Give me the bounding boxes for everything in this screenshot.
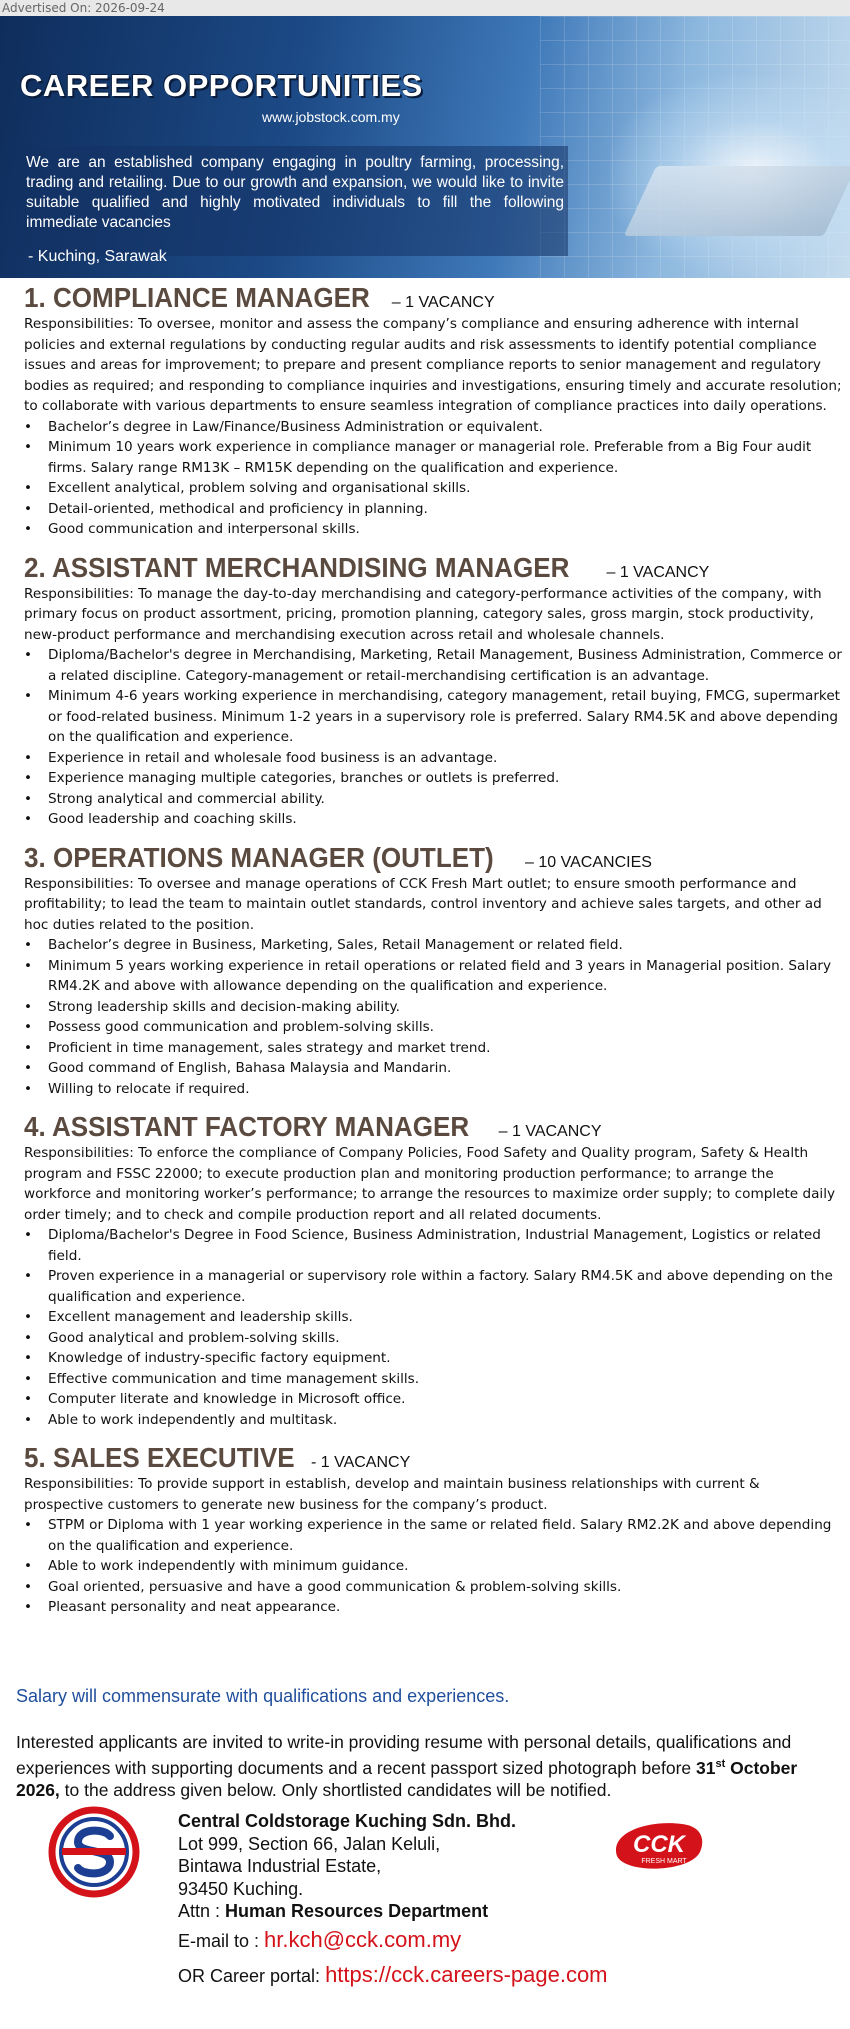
attention-line bbox=[178, 1900, 516, 1923]
career-portal-label: OR Career portal: bbox=[178, 1966, 326, 1986]
deadline-suffix: st bbox=[715, 1758, 726, 1770]
job-section bbox=[24, 1111, 842, 1430]
job-title: 3. OPERATIONS MANAGER (OUTLET) bbox=[24, 841, 494, 873]
job-vacancy-count: - 1 VACANCY bbox=[310, 1454, 411, 1471]
salary-note: Salary will commensurate with qualifications and experiences. bbox=[16, 1686, 510, 1706]
requirement-item: • Goal oriented, persuasive and have a good communication & problem-solving skills. bbox=[24, 1577, 842, 1598]
banner-title: CAREER OPPORTUNITIES bbox=[20, 68, 423, 103]
job-responsibilities: Responsibilities: To oversee and manage operations of CCK Fresh Mart outlet; to ensure smooth performance and profitability; to lead the team to maintain outlet standards, control inventory and achieve sales targets, and other ad hoc duties related to the position. bbox=[24, 875, 822, 933]
requirement-item: • Detail-oriented, methodical and proficiency in planning. bbox=[24, 499, 842, 520]
job-heading bbox=[24, 282, 842, 314]
banner-website[interactable]: www.jobstock.com.my bbox=[262, 109, 400, 125]
requirement-item: • Excellent analytical, problem solving and organisational skills. bbox=[24, 478, 842, 499]
requirement-item: • Good command of English, Bahasa Malaysia and Mandarin. bbox=[24, 1058, 842, 1079]
job-vacancy-count: – 10 VACANCIES bbox=[525, 853, 652, 871]
email-label: E-mail to : bbox=[178, 1931, 265, 1951]
job-title: 4. ASSISTANT FACTORY MANAGER bbox=[24, 1111, 470, 1142]
job-requirements-list bbox=[24, 1225, 842, 1430]
job-requirements-list bbox=[24, 417, 842, 540]
job-heading bbox=[24, 552, 842, 584]
job-responsibilities: Responsibilities: To provide support in establish, develop and maintain business relationships with current & prospective customers to generate new business for the company’s product. bbox=[24, 1476, 760, 1513]
requirement-item: • Proficient in time management, sales strategy and market trend. bbox=[24, 1038, 842, 1059]
banner-location: - Kuching, Sarawak bbox=[28, 248, 167, 265]
top-bar bbox=[0, 0, 850, 16]
job-heading bbox=[24, 1111, 842, 1143]
address-line-1: Lot 999, Section 66, Jalan Keluli, bbox=[178, 1833, 441, 1854]
apply-text-after: to the address given below. Only shortlisted candidates will be notified. bbox=[59, 1779, 612, 1800]
requirement-item: • Diploma/Bachelor's Degree in Food Science, Business Administration, Industrial Management, Logistics or related field. bbox=[24, 1225, 842, 1266]
job-listings bbox=[24, 282, 842, 1630]
svg-text:CCK: CCK bbox=[633, 1831, 685, 1858]
requirement-item: • Knowledge of industry-specific factory equipment. bbox=[24, 1348, 842, 1369]
job-title: 2. ASSISTANT MERCHANDISING MANAGER bbox=[24, 551, 570, 583]
job-requirements-list bbox=[24, 935, 842, 1099]
job-section bbox=[24, 1442, 842, 1618]
requirement-item: • Strong leadership skills and decision-making ability. bbox=[24, 997, 842, 1018]
requirement-item: • Able to work independently and multitask. bbox=[24, 1410, 842, 1431]
requirement-item: • Experience in retail and wholesale food business is an advantage. bbox=[24, 748, 842, 769]
job-responsibilities: Responsibilities: To enforce the compliance of Company Policies, Food Safety and Quality program, Safety & Health program and FSSC 22000; to execute production plan and monitoring production performance; to arrange the workforce and monitoring worker’s performance; to arrange the resources to maximize order supply; to complete daily order timely; and to check and compile production report and all related documents. bbox=[24, 1145, 836, 1223]
requirement-item: • Strong analytical and commercial ability. bbox=[24, 789, 842, 810]
requirement-item: • Good communication and interpersonal skills. bbox=[24, 519, 842, 540]
header-banner bbox=[0, 16, 850, 278]
company-address-block bbox=[178, 1810, 516, 1923]
requirement-item: • Good leadership and coaching skills. bbox=[24, 809, 842, 830]
requirement-item: • Minimum 4-6 years working experience in merchandising, category management, retail buying, FMCG, supermarket or food-related business. Minimum 1-2 years in a supervisory role is preferred. Salary RM4.5K and above depending on the qualification and experience. bbox=[24, 686, 842, 748]
job-heading bbox=[24, 1442, 842, 1474]
job-heading bbox=[24, 842, 842, 874]
job-section bbox=[24, 282, 842, 540]
company-name: Central Coldstorage Kuching Sdn. Bhd. bbox=[178, 1811, 517, 1831]
requirement-item: • Bachelor’s degree in Law/Finance/Business Administration or equivalent. bbox=[24, 417, 842, 438]
laptop-image bbox=[624, 166, 850, 236]
address-line-3: 93450 Kuching. bbox=[178, 1878, 304, 1899]
requirement-item: • Computer literate and knowledge in Microsoft office. bbox=[24, 1389, 842, 1410]
requirement-item: • Good analytical and problem-solving skills. bbox=[24, 1328, 842, 1349]
requirement-item: • Diploma/Bachelor's degree in Merchandising, Marketing, Retail Management, Business Administration, Commerce or a related discipline. Category-management or retail-merchandising certification is an advantage. bbox=[24, 645, 842, 686]
requirement-item: • Experience managing multiple categories, branches or outlets is preferred. bbox=[24, 768, 842, 789]
address-line-2: Bintawa Industrial Estate, bbox=[178, 1856, 382, 1876]
job-section bbox=[24, 842, 842, 1100]
advertised-date: Advertised On: 2026-09-24 bbox=[2, 1, 165, 15]
requirement-item: • Possess good communication and problem-solving skills. bbox=[24, 1017, 842, 1038]
requirement-item: • Able to work independently with minimum guidance. bbox=[24, 1556, 842, 1577]
requirement-item: • Excellent management and leadership skills. bbox=[24, 1307, 842, 1328]
banner-intro-text: We are an established company engaging in poultry farming, processing, trading and retailing. Due to our growth and expansion, we would like to invite suitable qualified and highly motivated individuals to fill the following immediate vacancies bbox=[26, 154, 564, 231]
requirement-item: • Bachelor’s degree in Business, Marketing, Sales, Retail Management or related field. bbox=[24, 935, 842, 956]
deadline-rest: October 2026, bbox=[16, 1757, 798, 1800]
job-title: 5. SALES EXECUTIVE bbox=[24, 1442, 295, 1473]
requirement-item: • Willing to relocate if required. bbox=[24, 1079, 842, 1100]
job-section bbox=[24, 552, 842, 830]
svg-text:FRESH MART: FRESH MART bbox=[641, 1858, 687, 1865]
job-responsibilities: Responsibilities: To oversee, monitor and assess the company’s compliance and ensuring adherence with internal policies and external regulations by conducting regular audits and risk assessments to identify potential compliance issues and areas for improvement; to prepare and present compliance reports to senior management and regulatory bodies as required; and responding to compliance inquiries and investigations, ensuring timely and accurate resolution; to collaborate with various departments to ensure seamless integration of compliance practices into daily operations. bbox=[24, 316, 842, 414]
requirement-item: • Minimum 5 years working experience in retail operations or related field and 3 years in Managerial position. Salary RM4.2K and above with allowance depending on the qualification and experience. bbox=[24, 956, 842, 997]
requirement-item: • Pleasant personality and neat appearance. bbox=[24, 1597, 842, 1618]
email-line bbox=[178, 1927, 461, 1953]
job-title: 1. COMPLIANCE MANAGER bbox=[24, 282, 370, 313]
job-responsibilities: Responsibilities: To manage the day-to-day merchandising and category-performance activities of the company, with primary focus on product assortment, pricing, promotion planning, category sales, gross margin, stock productivity, new-product performance and merchandising execution across retail and wholesale channels. bbox=[24, 585, 822, 643]
job-vacancy-count: – 1 VACANCY bbox=[391, 294, 495, 311]
company-logo-icon bbox=[48, 1806, 140, 1898]
requirement-item: • Effective communication and time management skills. bbox=[24, 1369, 842, 1390]
application-instructions bbox=[16, 1731, 842, 1801]
job-requirements-list bbox=[24, 645, 842, 830]
requirement-item: • Minimum 10 years work experience in compliance manager or managerial role. Preferable from a Big Four audit firms. Salary range RM13K – RM15K depending on the qualification and experience. bbox=[24, 437, 842, 478]
job-vacancy-count: – 1 VACANCY bbox=[498, 1123, 602, 1140]
email-link[interactable]: hr.kch@cck.com.my bbox=[264, 1927, 462, 1952]
attention-value: Human Resources Department bbox=[225, 1901, 489, 1921]
requirement-item: • STPM or Diploma with 1 year working experience in the same or related field. Salary RM2.2K and above depending on the qualification and experience. bbox=[24, 1515, 842, 1556]
attention-label: Attn : bbox=[178, 1901, 226, 1921]
requirement-item: • Proven experience in a managerial or supervisory role within a factory. Salary RM4.5K and above depending on the qualification and experience. bbox=[24, 1266, 842, 1307]
career-portal-link[interactable]: https://cck.careers-page.com bbox=[325, 1962, 608, 1987]
deadline-day: 31 bbox=[696, 1757, 716, 1778]
job-requirements-list bbox=[24, 1515, 842, 1618]
job-vacancy-count: – 1 VACANCY bbox=[606, 563, 710, 581]
cck-fresh-mart-logo-icon bbox=[612, 1816, 706, 1874]
apply-text-before: Interested applicants are invited to write-in providing resume with personal details, qualifications and experiences with supporting documents and a recent passport sized photograph before bbox=[16, 1732, 792, 1778]
career-portal-line bbox=[178, 1962, 608, 1988]
